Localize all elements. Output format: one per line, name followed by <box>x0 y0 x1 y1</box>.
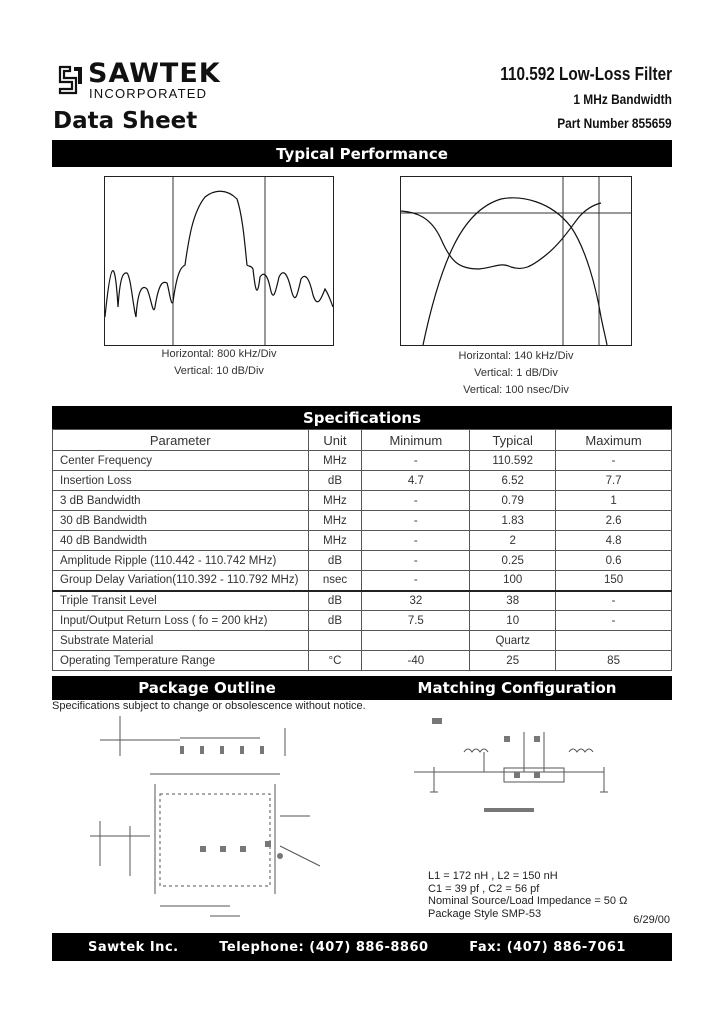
table-row: Triple Transit Level dB 32 38 - <box>53 591 672 611</box>
table-row: 30 dB Bandwidth MHz - 1.83 2.6 <box>53 511 672 531</box>
footer-telephone: Telephone: (407) 886-8860 <box>219 939 429 955</box>
frequency-response-plot <box>104 176 334 346</box>
footer-fax: Fax: (407) 886-7061 <box>469 939 626 955</box>
passband-delay-plot <box>400 176 632 346</box>
col-header-maximum: Maximum <box>556 430 672 451</box>
contact-footer <box>52 933 672 961</box>
obsolescence-notice: Specifications subject to change or obsolescence without notice. <box>52 700 366 712</box>
typical-performance-header: Typical Performance <box>52 140 672 167</box>
col-header-typical: Typical <box>470 430 556 451</box>
table-row: Input/Output Return Loss ( fo = 200 kHz) dB 7.5 10 - <box>53 611 672 631</box>
product-title: 110.592 Low-Loss Filter <box>500 64 672 84</box>
matching-schematic-drawing <box>404 712 634 832</box>
plot2-horizontal-scale: Horizontal: 140 kHz/Div <box>458 350 574 362</box>
note-package-style: Package Style SMP-53 <box>428 907 542 920</box>
table-row: Insertion Loss dB 4.7 6.52 7.7 <box>53 471 672 491</box>
table-row: Center Frequency MHz - 110.592 - <box>53 451 672 471</box>
company-logo-text: SAWTEK <box>88 58 221 89</box>
bandwidth-line: 1 MHz Bandwidth <box>573 91 672 107</box>
plot2-vertical-scale-db: Vertical: 1 dB/Div <box>474 367 558 379</box>
matching-configuration-header: Matching Configuration <box>417 679 617 697</box>
note-impedance: Nominal Source/Load Impedance = 50 Ω <box>428 895 628 907</box>
col-header-minimum: Minimum <box>362 430 470 451</box>
plot1-caption <box>104 346 334 380</box>
part-number-line: Part Number 855659 <box>557 115 672 131</box>
specifications-header: Specifications <box>52 406 672 430</box>
table-row: 3 dB Bandwidth MHz - 0.79 1 <box>53 491 672 511</box>
matching-notes <box>428 870 627 920</box>
doc-title: Data Sheet <box>53 108 198 134</box>
plot2-caption <box>400 348 632 399</box>
plot2-vertical-scale-delay: Vertical: 100 nsec/Div <box>463 384 569 396</box>
company-logo-subtext: INCORPORATED <box>89 86 208 101</box>
table-row: Operating Temperature Range °C -40 25 85 <box>53 651 672 671</box>
table-row: Group Delay Variation(110.392 - 110.792 MHz) nsec - 100 150 <box>53 571 672 591</box>
sawtek-logo-icon <box>56 64 86 96</box>
footer-company: Sawtek Inc. <box>88 939 179 955</box>
revision-date: 6/29/00 <box>633 914 670 926</box>
table-row: Substrate Material Quartz <box>53 631 672 651</box>
plot1-horizontal-scale: Horizontal: 800 kHz/Div <box>161 348 277 360</box>
plot1-vertical-scale: Vertical: 10 dB/Div <box>174 365 264 377</box>
note-capacitors: C1 = 39 pf , C2 = 56 pf <box>428 882 540 895</box>
note-inductors: L1 = 172 nH , L2 = 150 nH <box>428 870 558 882</box>
specifications-table <box>52 429 672 671</box>
col-header-unit: Unit <box>308 430 362 451</box>
passband-delay-trace <box>401 177 631 345</box>
frequency-response-trace <box>105 177 333 345</box>
table-row: 40 dB Bandwidth MHz - 2 4.8 <box>53 531 672 551</box>
table-header-row <box>53 430 672 451</box>
table-row: Amplitude Ripple (110.442 - 110.742 MHz) dB - 0.25 0.6 <box>53 551 672 571</box>
package-outline-header: Package Outline <box>138 679 276 697</box>
col-header-parameter: Parameter <box>53 430 309 451</box>
package-outline-drawing <box>60 716 360 926</box>
